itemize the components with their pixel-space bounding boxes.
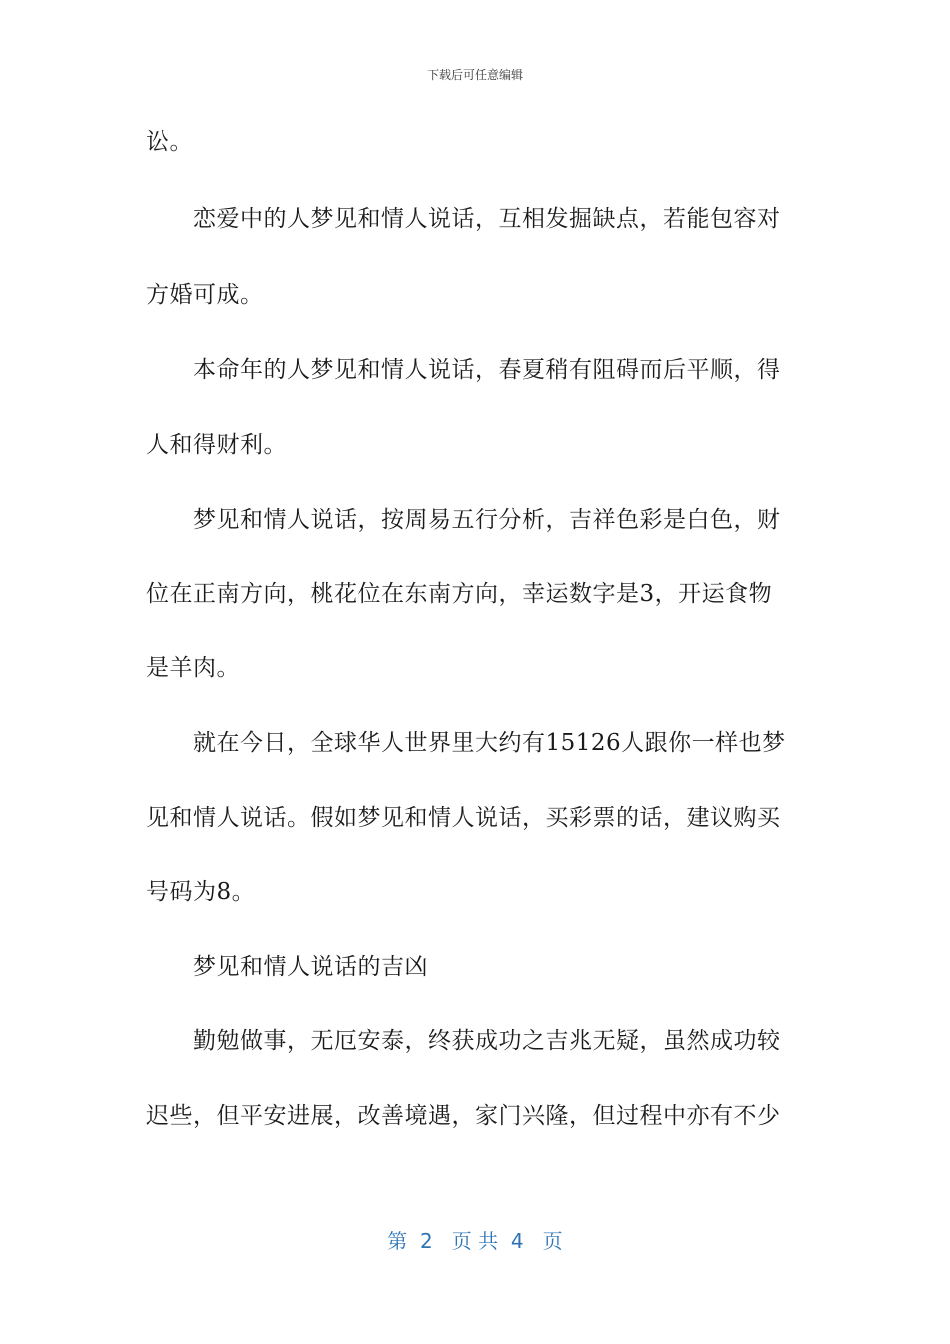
text-line: 梦见和情人说话，按周易五行分析，吉祥色彩是白色，财 — [146, 507, 781, 533]
page-header: 下载后可任意编辑 — [426, 68, 523, 82]
text-line: 位在正南方向，桃花位在东南方向，幸运数字是3，开运食物 — [146, 581, 773, 607]
text-line: 本命年的人梦见和情人说话，春夏稍有阻碍而后平顺，得 — [146, 357, 781, 383]
page-number-footer: 第 2 页 共 4 页 — [387, 1229, 563, 1253]
text-line: 人和得财利。 — [146, 432, 287, 458]
text-line: 讼。 — [146, 129, 193, 155]
text-line: 方婚可成。 — [146, 282, 264, 308]
section-heading: 梦见和情人说话的吉凶 — [146, 954, 428, 980]
text-line: 恋爱中的人梦见和情人说话，互相发掘缺点，若能包容对 — [146, 206, 781, 232]
text-line: 是羊肉。 — [146, 655, 240, 681]
text-line: 迟些，但平安进展，改善境遇，家门兴隆，但过程中亦有不少 — [146, 1103, 781, 1129]
text-line: 见和情人说话。假如梦见和情人说话，买彩票的话，建议购买 — [146, 805, 781, 831]
text-line: 号码为8。 — [146, 879, 256, 905]
text-line: 就在今日，全球华人世界里大约有15126人跟你一样也梦 — [146, 730, 786, 756]
text-line: 勤勉做事，无厄安泰，终获成功之吉兆无疑，虽然成功较 — [146, 1028, 781, 1054]
